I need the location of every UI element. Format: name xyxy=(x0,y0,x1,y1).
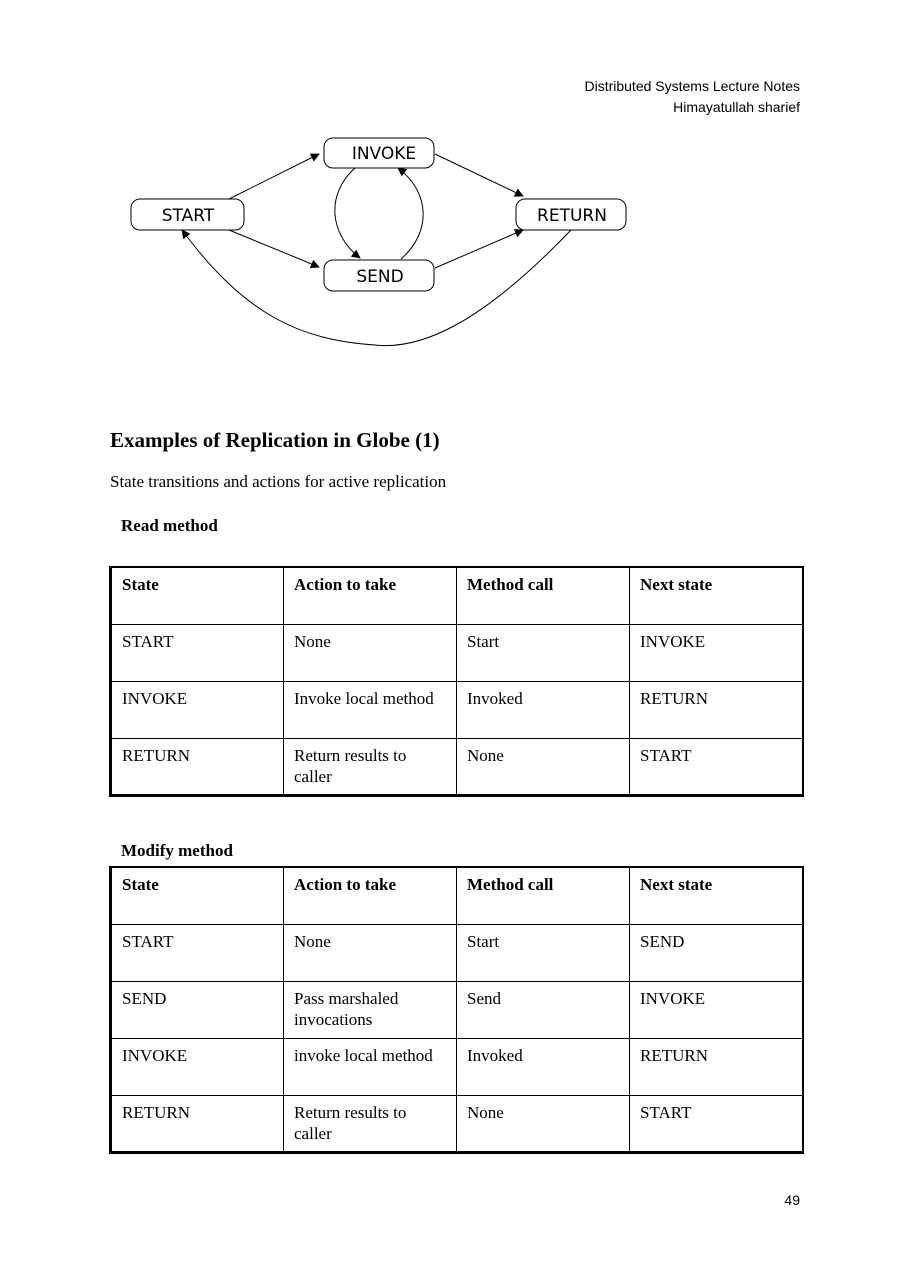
table-row xyxy=(111,624,803,681)
table-row xyxy=(111,924,803,981)
cell-action: None xyxy=(284,624,457,681)
cell-state: SEND xyxy=(111,981,284,1038)
cell-action: Pass marshaled invocations xyxy=(284,981,457,1038)
header-action: Action to take xyxy=(284,867,457,924)
cell-next-state: RETURN xyxy=(630,681,803,738)
cell-state: INVOKE xyxy=(111,1038,284,1095)
table-row xyxy=(111,981,803,1038)
table-header-row xyxy=(111,567,803,624)
table-header-row xyxy=(111,867,803,924)
page-number: 49 xyxy=(784,1192,800,1208)
cell-state: RETURN xyxy=(111,738,284,795)
read-method-label: Read method xyxy=(121,516,218,535)
cell-next-state: START xyxy=(630,1095,803,1152)
cell-action: Return results to caller xyxy=(284,1095,457,1152)
header-author: Himayatullah sharief xyxy=(673,99,800,115)
cell-method-call: Invoked xyxy=(457,681,630,738)
cell-next-state: START xyxy=(630,738,803,795)
node-return xyxy=(516,199,626,230)
header-next-state: Next state xyxy=(630,867,803,924)
edge-send-to-return xyxy=(435,230,523,268)
header-next-state: Next state xyxy=(630,567,803,624)
node-send-label: SEND xyxy=(356,267,404,287)
cell-action: None xyxy=(284,924,457,981)
header-state: State xyxy=(111,567,284,624)
cell-next-state: INVOKE xyxy=(630,624,803,681)
cell-state: INVOKE xyxy=(111,681,284,738)
table-row xyxy=(111,1095,803,1152)
modify-method-label: Modify method xyxy=(121,841,233,860)
header-method-call: Method call xyxy=(457,867,630,924)
cell-action: Return results to caller xyxy=(284,738,457,795)
section-heading: Examples of Replication in Globe (1) xyxy=(110,428,440,452)
node-return-label: RETURN xyxy=(537,206,607,226)
cell-next-state: SEND xyxy=(630,924,803,981)
node-invoke xyxy=(324,138,434,168)
cell-next-state: RETURN xyxy=(630,1038,803,1095)
node-start-label: START xyxy=(161,206,215,226)
edge-invoke-to-send xyxy=(335,168,360,258)
cell-next-state: INVOKE xyxy=(630,981,803,1038)
table-row xyxy=(111,681,803,738)
edge-send-to-invoke xyxy=(398,168,423,259)
section-subtitle: State transitions and actions for active replication xyxy=(110,472,447,491)
edge-invoke-to-return xyxy=(435,154,523,196)
edge-start-to-invoke xyxy=(229,154,319,199)
modify-method-table xyxy=(109,866,804,1154)
cell-method-call: None xyxy=(457,1095,630,1152)
edge-start-to-send xyxy=(229,230,319,267)
cell-state: START xyxy=(111,924,284,981)
state-transition-diagram xyxy=(0,0,910,400)
header-course-title: Distributed Systems Lecture Notes xyxy=(584,78,800,94)
cell-method-call: Send xyxy=(457,981,630,1038)
cell-method-call: None xyxy=(457,738,630,795)
cell-method-call: Start xyxy=(457,924,630,981)
cell-state: RETURN xyxy=(111,1095,284,1152)
node-send xyxy=(324,260,434,291)
header-state: State xyxy=(111,867,284,924)
cell-method-call: Start xyxy=(457,624,630,681)
header-method-call: Method call xyxy=(457,567,630,624)
table-row xyxy=(111,738,803,795)
read-method-table xyxy=(109,566,804,797)
node-start xyxy=(131,199,244,230)
cell-state: START xyxy=(111,624,284,681)
cell-action: invoke local method xyxy=(284,1038,457,1095)
cell-method-call: Invoked xyxy=(457,1038,630,1095)
node-invoke-label: INVOKE xyxy=(351,144,417,164)
table-row xyxy=(111,1038,803,1095)
header-action: Action to take xyxy=(284,567,457,624)
cell-action: Invoke local method xyxy=(284,681,457,738)
